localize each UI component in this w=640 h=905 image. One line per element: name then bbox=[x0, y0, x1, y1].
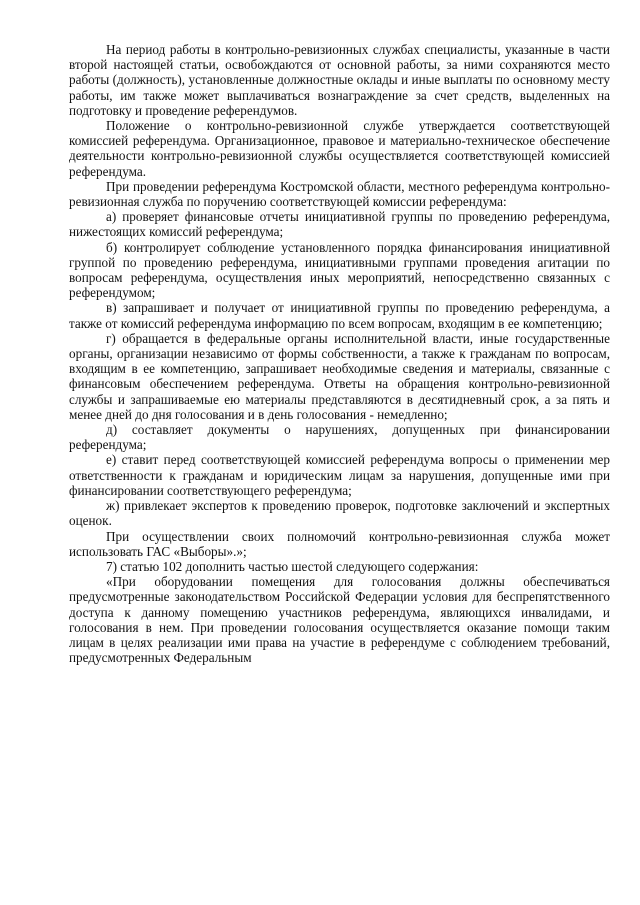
list-item-e: е) ставит перед соответствующей комиссией референдума вопросы о применении мер ответственности к гражданам и юридическим лицам за нарушения, допущенные ими при финансировании соответствующего референдума; bbox=[69, 452, 610, 498]
paragraph-service-regulation: Положение о контрольно-ревизионной службе утверждается соответствующей комиссией референдума. Организационное, правовое и материально-техническое обеспечение деятельности контрольно-ревизионной службы осуществляется соответствующей комиссией референдума. bbox=[69, 118, 610, 179]
paragraph-service-duties-intro: При проведении референдума Костромской области, местного референдума контрольно-ревизионная служба по поручению соответствующей комиссии референдума: bbox=[69, 178, 610, 210]
list-item-g: г) обращается в федеральные органы исполнительной власти, иные государственные органы, организации независимо от формы собственности, а также к гражданам по вопросам, входящим в ее компетенцию, запрашивает необходимые сведения и материалы, связанные с финансовым обеспечением референдума. Ответы на обращения контрольно-ревизионной службы и запрашиваемые ею материалы представляются в десятидневный срок, а за пять и менее дней до дня голосования и в день голосования - немедленно; bbox=[69, 330, 610, 422]
list-item-a: а) проверяет финансовые отчеты инициативной группы по проведению референдума, нижестоящих комиссий референдума; bbox=[69, 209, 610, 240]
list-item-v: в) запрашивает и получает от инициативной группы по проведению референдума, а также от комиссий референдума информацию по всем вопросам, входящим в ее компетенцию; bbox=[69, 300, 610, 331]
list-item-d: д) составляет документы о нарушениях, допущенных при финансировании референдума; bbox=[69, 422, 610, 453]
list-item-zh: ж) привлекает экспертов к проведению проверок, подготовке заключений и экспертных оценок. bbox=[69, 498, 610, 529]
amendment-item-7: 7) статью 102 дополнить частью шестой следующего содержания: bbox=[106, 558, 479, 574]
paragraph-specialists-release: На период работы в контрольно-ревизионных службах специалисты, указанные в части второй настоящей статьи, освобождаются от основной работы, за ними сохраняются место работы (должность), установленные должностные оклады и иные выплаты по основному месту работы, им также может выплачиваться вознаграждение за счет средств, выделенных на подготовку и проведение референдумов. bbox=[69, 42, 610, 118]
paragraph-gas-vybory: При осуществлении своих полномочий контрольно-ревизионная служба может использовать ГАС «Выборы».»; bbox=[69, 528, 610, 559]
list-item-b: б) контролирует соблюдение установленного порядка финансирования инициативной группой по проведению референдума, инициативными группами проведения агитации по вопросам референдума, осуществления иных мероприятий, непосредственно связанных с референдумом; bbox=[69, 239, 610, 301]
paragraph-voting-premises: «При оборудовании помещения для голосования должны обеспечиваться предусмотренные законодательством Российской Федерации условия для беспрепятственного доступа к данному помещению участников референдума, являющихся инвалидами, и голосования в нем. При проведении голосования осуществляется оказание помощи таким лицам в целях реализации ими права на участие в референдуме с соблюдением требований, предусмотренных Федеральным bbox=[69, 574, 610, 666]
